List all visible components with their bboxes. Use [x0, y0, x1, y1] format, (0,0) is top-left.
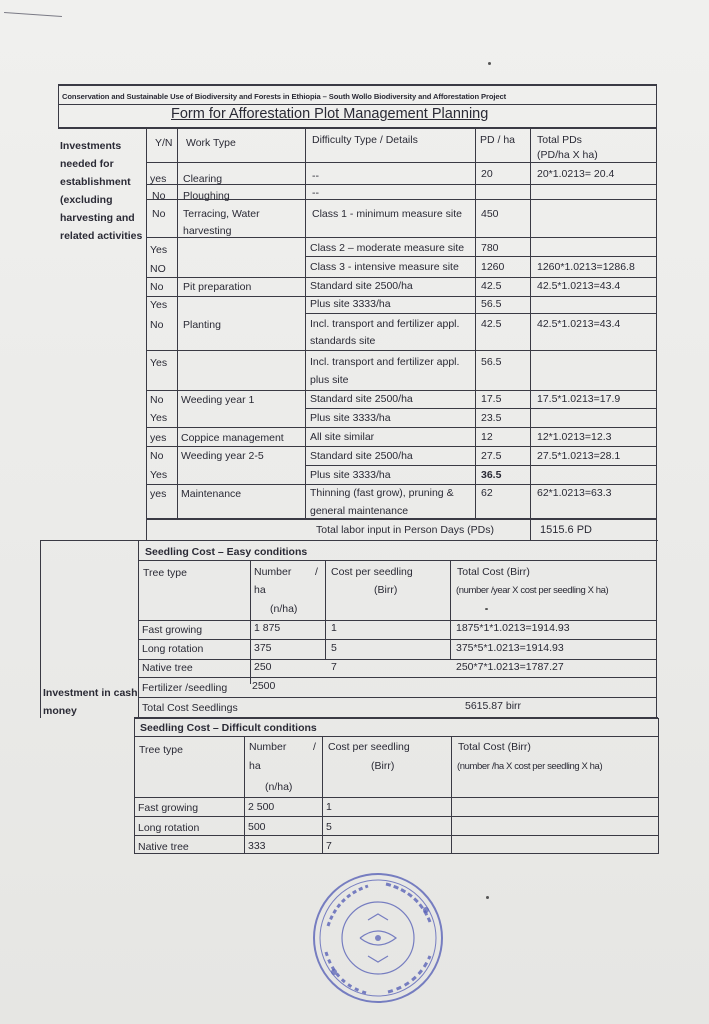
cell-work: Ploughing: [183, 190, 230, 202]
easy-number-native: 250: [254, 661, 272, 673]
cell-diff: Class 3 - intensive measure site: [310, 261, 459, 273]
ink-dot: [485, 608, 488, 610]
easy-col-cost: Cost per seedling: [331, 566, 413, 578]
side-label-investments-needed: Investments needed for establishment (excluding harvesting and related activities: [60, 140, 143, 242]
difficult-cost-long: 5: [326, 821, 332, 833]
cell-pd: 780: [481, 242, 499, 254]
difficult-cost-native: 7: [326, 840, 332, 852]
cell-yn: No: [150, 394, 164, 406]
row-line: [134, 816, 658, 817]
total-seedlings-value: 5615.87 birr: [465, 700, 522, 712]
cell-diff: Thinning (fast grow), pruning &: [310, 487, 454, 499]
cell-pd: 12: [481, 431, 493, 443]
cell-pd: 17.5: [481, 393, 502, 405]
difficult-number-native: 333: [248, 840, 266, 852]
cell-diff-cont: general maintenance: [310, 505, 409, 517]
difficult-number-long: 500: [248, 821, 266, 833]
cell-diff: Standard site 2500/ha: [310, 280, 413, 292]
difficult-col-cost-unit: (Birr): [371, 760, 395, 772]
col-total-border: [530, 128, 531, 540]
cell-yn: Yes: [150, 469, 168, 481]
col-border: [450, 560, 451, 660]
section-divider: [134, 717, 658, 719]
row-line: [305, 256, 656, 257]
title-divider: [58, 127, 656, 129]
cell-pd: 36.5: [481, 469, 502, 481]
cell-yn: No: [150, 319, 164, 331]
cell-pd: 450: [481, 208, 499, 220]
easy-col-total: Total Cost (Birr): [457, 566, 530, 578]
cell-work: Terracing, Water: [183, 208, 260, 220]
cell-yn: yes: [150, 432, 167, 444]
row-line: [138, 560, 656, 561]
easy-tree-native: Native tree: [142, 662, 193, 674]
row-line: [138, 677, 656, 678]
row-line: [146, 446, 656, 447]
cell-diff: All site similar: [310, 431, 375, 443]
easy-total-long: 375*5*1.0213=1914.93: [456, 642, 564, 654]
cell-work: Pit preparation: [183, 281, 252, 293]
cell-total: 27.5*1.0213=28.1: [537, 450, 621, 462]
cell-diff: Plus site 3333/ha: [310, 469, 391, 481]
easy-number-long: 375: [254, 642, 272, 654]
col-yn-border: [146, 128, 147, 540]
difficult-tree-native: Native tree: [138, 841, 189, 853]
cell-total: 12*1.0213=12.3: [537, 431, 612, 443]
easy-cost-long: 5: [331, 642, 337, 654]
col-header-pd-ha: PD / ha: [480, 134, 516, 146]
fertilizer-label: Fertilizer /seedling: [142, 682, 228, 694]
row-line: [146, 518, 656, 520]
table-border-right: [656, 128, 657, 540]
difficult-col-cost: Cost per seedling: [328, 741, 410, 753]
cell-diff: Incl. transport and fertilizer appl.: [310, 356, 460, 368]
cell-pd: 42.5: [481, 318, 502, 330]
col-border: [325, 560, 326, 660]
difficult-section-title: Seedling Cost – Difficult conditions: [140, 722, 317, 734]
header-border-right: [656, 84, 657, 128]
row-line: [138, 639, 656, 640]
cell-work: Weeding year 2-5: [181, 450, 264, 462]
total-labor-label: Total labor input in Person Days (PDs): [316, 524, 494, 536]
difficult-col-tree: Tree type: [139, 744, 183, 756]
cell-diff: --: [312, 170, 319, 182]
cell-pd: 42.5: [481, 280, 502, 292]
cell-total: 42.5*1.0213=43.4: [537, 280, 621, 292]
easy-col-number-ha: ha: [254, 584, 266, 596]
cell-pd: 56.5: [481, 298, 502, 310]
easy-col-tree: Tree type: [143, 567, 187, 579]
easy-cost-native: 7: [331, 661, 337, 673]
difficult-tree-fast: Fast growing: [138, 802, 199, 814]
cell-diff: --: [312, 187, 319, 199]
ink-dot: [488, 62, 491, 65]
cell-total: 62*1.0213=63.3: [537, 487, 612, 499]
cell-yn: No: [150, 450, 164, 462]
col-border: [244, 736, 245, 854]
side-label-investment-cash: Investment in cash money: [43, 687, 138, 717]
col-border: [322, 736, 323, 854]
total-seedlings-label: Total Cost Seedlings: [142, 702, 238, 714]
cell-yn: No: [152, 208, 166, 220]
row-line: [134, 835, 658, 836]
difficult-col-total-formula: (number /ha X cost per seedling X ha): [457, 761, 603, 772]
easy-section-title: Seedling Cost – Easy conditions: [145, 546, 308, 558]
easy-col-cost-unit: (Birr): [374, 584, 398, 596]
cell-work: Planting: [183, 319, 221, 331]
cell-yn: Yes: [150, 299, 168, 311]
row-line: [134, 736, 658, 737]
cell-yn: yes: [150, 173, 167, 185]
project-name: Conservation and Sustainable Use of Biodiversity and Forests in Ethiopia – South Wollo Biodiversity and Afforestation Project: [62, 92, 507, 101]
cell-pd: 23.5: [481, 412, 502, 424]
row-line: [146, 350, 656, 351]
row-line: [146, 296, 656, 297]
row-line: [305, 465, 656, 466]
col-header-total-pds: Total PDs: [537, 134, 582, 146]
difficult-col-number: Number: [249, 741, 287, 753]
row-line: [138, 697, 656, 698]
section-border-left: [134, 718, 135, 854]
easy-col-total-formula: (number /year X cost per seedling X ha): [456, 585, 609, 596]
col-pd-border: [475, 128, 476, 518]
cell-work-cont: harvesting: [183, 225, 232, 237]
row-line: [138, 659, 656, 660]
top-border: [58, 84, 656, 86]
cell-total: 1260*1.0213=1286.8: [537, 261, 635, 273]
header-border-left: [58, 84, 59, 128]
cell-pd: 62: [481, 487, 493, 499]
cell-diff: Standard site 2500/ha: [310, 450, 413, 462]
section-border-right: [658, 718, 659, 854]
total-labor-value: 1515.6 PD: [540, 524, 592, 536]
cell-diff: Plus site 3333/ha: [310, 412, 391, 424]
cell-diff: Standard site 2500/ha: [310, 393, 413, 405]
easy-tree-fast: Fast growing: [142, 624, 203, 636]
difficult-col-total: Total Cost (Birr): [458, 741, 531, 753]
cell-pd: 1260: [481, 261, 505, 273]
form-title: Form for Afforestation Plot Management Planning: [171, 106, 489, 122]
difficult-cost-fast: 1: [326, 801, 332, 813]
easy-number-fast: 1 875: [254, 622, 281, 634]
col-header-total-pds-formula: (PD/ha X ha): [537, 149, 598, 161]
cell-work: Clearing: [183, 173, 223, 185]
difficult-col-number-unit: (n/ha): [265, 781, 293, 793]
difficult-number-fast: 2 500: [248, 801, 275, 813]
section-border-right: [656, 540, 657, 718]
easy-tree-long: Long rotation: [142, 643, 204, 655]
section-border-left: [40, 540, 41, 718]
row-line: [138, 620, 656, 621]
difficult-col-number-slash: /: [313, 741, 316, 753]
cell-yn: No: [150, 281, 164, 293]
row-line: [146, 184, 656, 185]
header-divider: [58, 104, 656, 105]
cell-yn: Yes: [150, 244, 168, 256]
pen-mark: [4, 12, 62, 17]
col-header-work-type: Work Type: [186, 137, 236, 149]
cell-yn: Yes: [150, 412, 168, 424]
cell-diff-cont: standards site: [310, 335, 376, 347]
cell-pd: 27.5: [481, 450, 502, 462]
row-line: [146, 427, 656, 428]
easy-cost-fast: 1: [331, 622, 337, 634]
col-border: [250, 560, 251, 684]
difficult-col-number-ha: ha: [249, 760, 261, 772]
col-header-yn: Y/N: [155, 137, 173, 149]
cell-yn: NO: [150, 263, 166, 275]
row-line: [134, 853, 658, 854]
row-line: [305, 313, 656, 314]
col-header-difficulty: Difficulty Type / Details: [312, 134, 418, 146]
easy-col-number-unit: (n/ha): [270, 603, 298, 615]
ink-dot: [486, 896, 489, 899]
cell-diff: Incl. transport and fertilizer appl.: [310, 318, 460, 330]
easy-total-native: 250*7*1.0213=1787.27: [456, 661, 564, 673]
cell-pd: 56.5: [481, 356, 502, 368]
col-diff-border: [305, 128, 306, 518]
cell-total: 20*1.0213= 20.4: [537, 168, 615, 180]
row-line: [305, 408, 656, 409]
easy-col-number-slash: /: [315, 566, 318, 578]
row-line: [146, 162, 656, 163]
cell-diff-cont: plus site: [310, 374, 349, 386]
cell-pd: 20: [481, 168, 493, 180]
cell-work: Coppice management: [181, 432, 284, 444]
col-work-border: [177, 128, 178, 518]
cell-diff: Plus site 3333/ha: [310, 298, 391, 310]
cell-diff: Class 1 - minimum measure site: [312, 208, 462, 220]
cell-yn: No: [152, 190, 166, 202]
difficult-tree-long: Long rotation: [138, 822, 200, 834]
easy-col-number: Number: [254, 566, 292, 578]
official-stamp: [308, 868, 448, 1008]
cell-yn: Yes: [150, 357, 168, 369]
row-line: [146, 390, 656, 391]
cell-work: Weeding year 1: [181, 394, 255, 406]
row-line: [146, 277, 656, 278]
cell-total: 17.5*1.0213=17.9: [537, 393, 621, 405]
row-line: [146, 484, 656, 485]
cell-diff: Class 2 – moderate measure site: [310, 242, 465, 254]
fertilizer-value: 2500: [252, 680, 276, 692]
cell-work: Maintenance: [181, 488, 242, 500]
col-border: [451, 736, 452, 854]
cell-yn: yes: [150, 488, 167, 500]
section-divider: [40, 540, 658, 541]
easy-total-fast: 1875*1*1.0213=1914.93: [456, 622, 570, 634]
cell-total: 42.5*1.0213=43.4: [537, 318, 621, 330]
row-line: [134, 797, 658, 798]
